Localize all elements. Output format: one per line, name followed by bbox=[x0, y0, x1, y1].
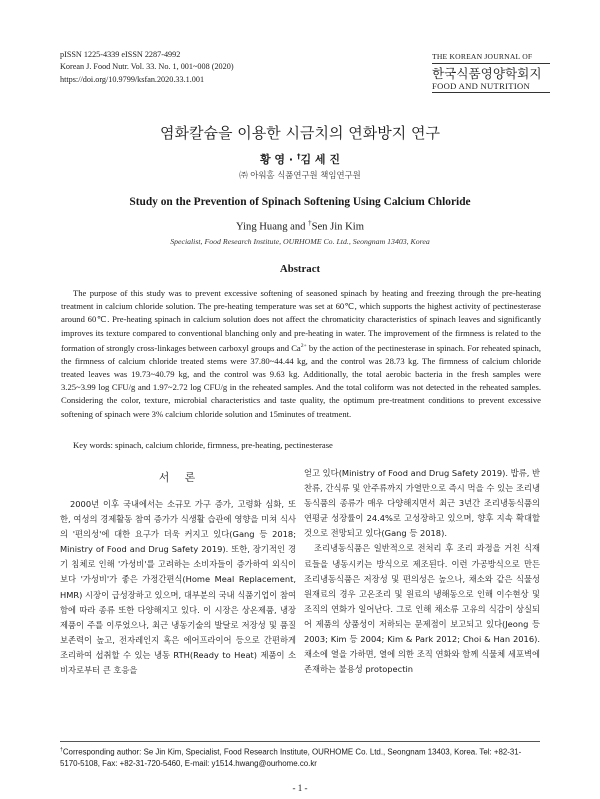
right-column bbox=[304, 466, 540, 677]
corresponding-mark-en: † bbox=[308, 220, 312, 227]
authors-ko bbox=[0, 151, 600, 167]
journal-name-en-bottom: FOOD AND NUTRITION bbox=[432, 81, 550, 93]
abstract-text-a: The purpose of this study was to prevent excessive softening of seasoned spinach by heating and freezing through the pre-heating treatment in calcium chloride solution. The pre-heating temperature was set at 60℃, which supports the highest activity of pectinesterase around 60℃. Pre-heating spinach in calcium solution does not affect the chromaticity characteristics of spinach leaves and significantly improves its texture compared to conventional blanching only and pre-heating in water. The improvement of the firmness is related to the formation of strongly cross-linkages between carboxyl groups and Ca bbox=[61, 288, 541, 353]
citation-header bbox=[60, 49, 234, 86]
journal-name-ko: 한국식품영양학회지 bbox=[432, 66, 542, 81]
paper-title-en: Study on the Prevention of Spinach Softening Using Calcium Chloride bbox=[129, 196, 471, 208]
volume-line: Korean J. Food Nutr. Vol. 33. No. 1, 001~008 (2020) bbox=[60, 62, 234, 72]
author-2-ko: 김 세 진 bbox=[300, 153, 341, 166]
corresponding-author-footnote bbox=[60, 745, 540, 770]
left-column bbox=[60, 497, 296, 678]
author-1-ko: 황 영 · bbox=[259, 153, 297, 166]
keywords: Key words: spinach, calcium chloride, firmness, pre-heating, pectinesterase bbox=[73, 440, 333, 450]
abstract-body bbox=[61, 287, 541, 421]
doi-line[interactable]: https://doi.org/10.9799/ksfan.2020.33.1.001 bbox=[60, 74, 205, 84]
authors-en bbox=[0, 220, 600, 233]
author-1-en: Ying Huang and bbox=[236, 221, 309, 233]
intro-paragraph-2: 조리냉동식품은 일반적으로 전처리 후 조리 과정을 거친 식재료들을 냉동시키는 방식으로 제조된다. 이런 가공방식으로 만든 조리냉동식품은 저장성 및 편의성은 높으나, 채소와 같은 식물성 원재료의 경우 고온조리 및 원료의 냉해동으로 인해 이수현상 및 조직의 연화가 일어난다. 그로 인해 채소류 고유의 식감이 상실되어 제품의 상품성이 저하되는 문제점이 보고되고 있다(Jeong 등 2003; Kim 등 2004; Kim & Park 2012; Choi & Han 2016). 채소에 열을 가하면, 열에 의한 조직 연화와 함께 식물체 세포벽에 존재하는 불용성 protopectin bbox=[304, 543, 540, 675]
affiliation-ko: ㈜ 아워홈 식품연구원 책임연구원 bbox=[239, 170, 361, 180]
issn-line: pISSN 1225-4339 eISSN 2287-4992 bbox=[60, 50, 181, 59]
footnote-text: Corresponding author: Se Jin Kim, Specialist, Food Research Institute, OURHOME Co. Ltd., Seongnam 13403, Korea. Tel: +82-31-5170-5108, Fax: +82-31-720-5460, E-mail: y1514.hwang@ourhome.co.kr bbox=[60, 747, 522, 769]
footnote-divider bbox=[60, 741, 540, 742]
corresponding-mark: † bbox=[296, 151, 301, 161]
calcium-charge: 2+ bbox=[300, 342, 307, 349]
paper-title-ko: 염화칼슘을 이용한 시금치의 연화방지 연구 bbox=[160, 124, 440, 142]
abstract-heading: Abstract bbox=[279, 263, 321, 275]
affiliation-en: Specialist, Food Research Institute, OURHOME Co. Ltd., Seongnam 13403, Korea bbox=[170, 237, 430, 246]
journal-masthead bbox=[432, 52, 550, 93]
intro-paragraph-1: 2000년 이후 국내에서는 소규모 가구 증가, 고령화 심화, 또한, 여성의 경제활동 참여 증가가 식생활 습관에 영향을 미쳐 식사의 '편의성'에 대한 요구가 더욱 커지고 있다(Gang 등 2018; Ministry of Food and Drug Safety 2019). 또한, 장기적인 경기 침체로 인해 '가성비'를 고려하는 소비자들이 증가하여 외식이 보다 '가성비'가 좋은 가정간편식(Home Meal Replacement, HMR) 시장이 급성장하고 있으며, 대부분의 국내 식품기업이 참여함에 따라 종류 또한 다양해지고 있다. 이 시장은 상온제품, 냉장제품이 주를 이루었으나, 최근 냉동기술의 발달로 저장성 및 품질보존력이 높고, 전자레인지 혹은 에어프라이어 등으로 간편하게 조리하여 섭취할 수 있는 냉동 RTH(Ready to Heat) 제품이 소비자로부터 큰 호응을 bbox=[60, 499, 296, 676]
footnote-mark: † bbox=[60, 747, 63, 753]
section-heading-introduction: 서 론 bbox=[158, 471, 202, 484]
journal-name-en-top: THE KOREAN JOURNAL OF bbox=[432, 52, 550, 64]
author-2-en: Sen Jin Kim bbox=[311, 221, 364, 233]
abstract-text-b: by the action of the pectinesterase in spinach. For reheated spinach, the firmness of calcium chloride treated stems were 37.80~44.44 kg, and the control was 28.73 kg. The firmness of calcium chloride treated leaves was 19.73~40.79 kg, and the control was 9.63 kg. Additionally, the total aerobic bacteria in the fresh samples were 3.25~3.99 log CFU/g and 1.97~2.72 log CFU/g in the reheated samples. And the total coliform was not detected in the reheated samples. Considering the color, texture, microbial characteristics and taste quality, the optimum pre-treatment conditions to prevent excessive softening of spinach were 3% calcium chloride solution and 15minutes of treatment. bbox=[61, 342, 541, 419]
page-number: - 1 - bbox=[292, 783, 308, 793]
intro-paragraph-1-cont: 얻고 있다(Ministry of Food and Drug Safety 2019). 밥류, 반찬류, 간식류 및 안주류까지 가열만으로 즉시 먹을 수 있는 조리냉동식품의 종류가 매우 다양해지면서 최근 3년간 조리냉동식품의 연평균 성장률이 24.4%로 고성장하고 있으며, 향후 지속 확대할 것으로 전망되고 있다(Gang 등 2018). bbox=[304, 468, 540, 539]
